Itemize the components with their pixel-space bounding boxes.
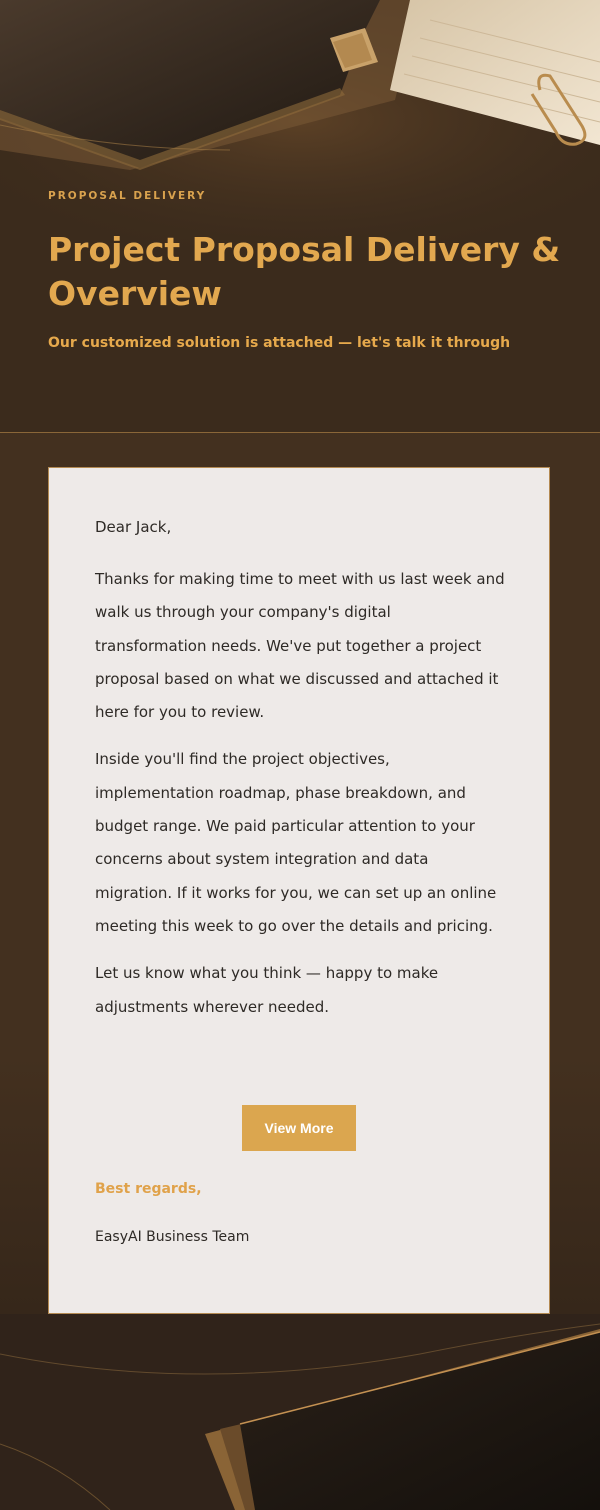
- page-title: Project Proposal Delivery & Overview: [48, 230, 561, 313]
- cta-container: [49, 1105, 549, 1151]
- footer-stationery-illustration: [0, 1314, 600, 1510]
- view-more-button[interactable]: View More: [242, 1105, 356, 1151]
- page-subtitle: Our customized solution is attached — let's talk it through: [48, 335, 511, 351]
- team-signature: EasyAI Business Team: [95, 1229, 250, 1245]
- eyebrow-label: PROPOSAL DELIVERY: [48, 190, 207, 202]
- greeting: Dear Jack,: [95, 518, 172, 536]
- hero-header: [0, 0, 600, 432]
- header-divider: [0, 432, 600, 433]
- letter-body: [95, 514, 505, 1038]
- paragraph-closing: Let us know what you think — happy to make adjustments wherever needed.: [95, 964, 439, 1016]
- paragraph-intro: Thanks for making time to meet with us last week and walk us through your company's digital transformation needs. We've put together a project proposal based on what we discussed and attached it here for you to review.: [95, 570, 505, 722]
- paragraph-details: Inside you'll find the project objectives, implementation roadmap, phase breakdown, and budget range. We paid particular attention to your concerns about system integration and data migration. If it works for you, we can set up an online meeting this week to go over the details and pricing.: [95, 750, 497, 935]
- sign-off: Best regards,: [95, 1181, 202, 1197]
- hero-stationery-illustration: [0, 0, 600, 432]
- letter-card: [48, 467, 550, 1314]
